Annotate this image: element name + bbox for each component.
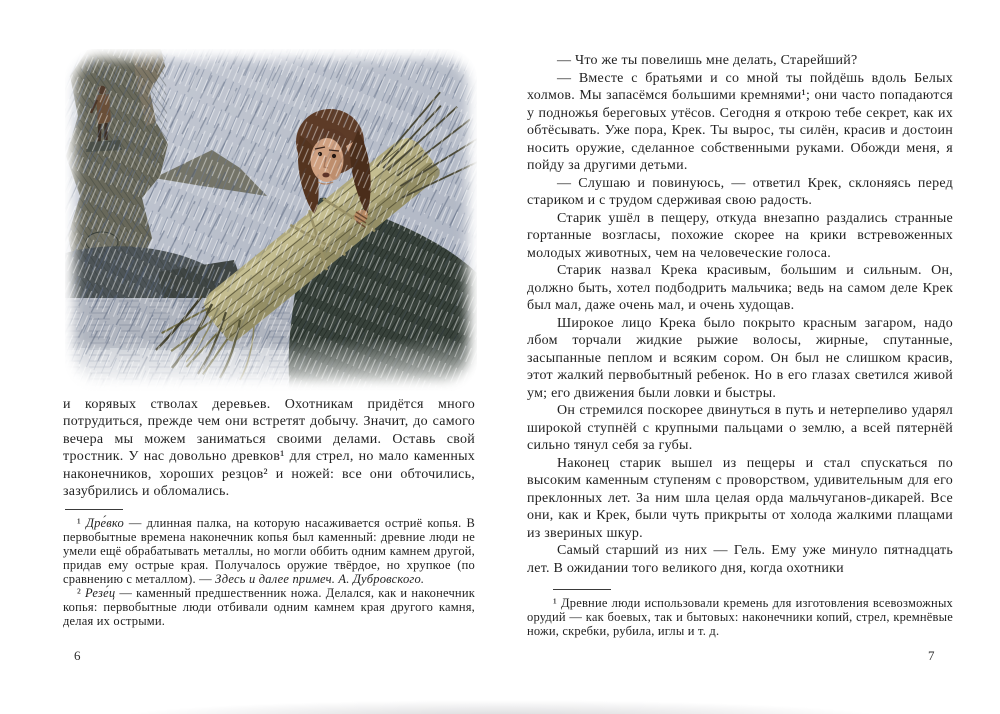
paragraph: — Вместе с братьями и со мной ты пойдёшь вдоль Белых холмов. Мы запасёмся большими кремнями¹; они часто попадаются у подножья береговых утёсов. Сегодня я открою тебе секрет, как их обтёсывать. Уже пора, Крек. Ты вырос, ты силён, красив и достоин носить оружие, сделанное собственными руками. Обожди меня, я пойду за другими детьми. bbox=[527, 70, 953, 173]
footnote-2: ² Резе́ц — каменный предшественник ножа. Делался, как и наконечник копья: первобытные люди отбивали одним камнем края другого камня, делая их острыми. bbox=[63, 586, 475, 628]
footnote-1: ¹ Древние люди использовали кремень для изготовления всевозможных орудий — как боевых, так и бытовых: наконечники копий, стрел, кремнёвые ножи, скребки, рубила, иглы и т. д. bbox=[527, 596, 953, 639]
right-footnotes bbox=[527, 589, 953, 639]
paragraph: Старик ушёл в пещеру, откуда внезапно раздались странные гортанные возгласы, похожие скорее на крики встревоженных молодых животных, чем на человеческие голоса. bbox=[527, 210, 953, 261]
paragraph: — Что же ты повелишь мне делать, Старейший? bbox=[557, 53, 858, 68]
paragraph: Он стремился поскорее двинуться в путь и нетерпеливо ударял широкой ступнёй с крупными пальцами о землю, а всей пятернёй сильно тянул себя за губы. bbox=[527, 403, 953, 453]
paragraph: Наконец старик вышел из пещеры и стал спускаться по высоким каменным ступеням с проворством, удивительным для его преклонных лет. За ним шла целая орда мальчуганов-дикарей. Все они, как и Крек, были чуть прикрыты от холода жалкими плащами из звериных шкур. bbox=[527, 455, 953, 541]
paragraph: — Слушаю и повинуюсь, — ответил Крек, склоняясь перед стариком и с трудом сдерживая свою радость. bbox=[527, 175, 953, 208]
footnote-1: ¹ Дре́вко — длинная палка, на которую насаживается остриё копья. В первобытные времена наконечник копья был каменный: древние люди не умели ещё обрабатывать металлы, но могли оббить одним камнем другой, придав ему острые края. Получалось оружие твёрдое, но хрупкое (по сравнению с металлом). — Здесь и далее примеч. А. Дубровского. bbox=[63, 516, 475, 586]
paragraph: и корявых стволах деревьев. Охотникам придётся много потрудиться, прежде чем они встретят добычу. Значит, до самого вечера мы можем заниматься своими делами. Оставь свой тростник. У нас довольно древков¹ для стрел, но мало каменных наконечников, хороших резцов² и ножей: все они обточились, зазубрились и обломались. bbox=[63, 397, 475, 500]
right-page-text bbox=[527, 52, 953, 577]
footnote-rule bbox=[553, 589, 611, 590]
left-page-text bbox=[63, 396, 475, 500]
page-bottom-shadow bbox=[4, 698, 996, 714]
paragraph: Самый старший из них — Гель. Ему уже минуло пятнадцать лет. В ожидании того великого дня, когда охотники bbox=[527, 543, 953, 576]
footnote-rule bbox=[65, 509, 123, 510]
paragraph: Старик назвал Крека красивым, большим и сильным. Он, должно быть, хотел подбодрить мальчика; ведь на самом деле Крек был мал, даже очень мал, и очень худощав. bbox=[527, 263, 953, 313]
page-number-right: 7 bbox=[928, 648, 935, 663]
illustration-canvas bbox=[62, 46, 480, 394]
left-footnotes bbox=[63, 509, 475, 628]
book-illustration bbox=[62, 46, 480, 394]
paragraph: Широкое лицо Крека было покрыто красным загаром, надо лбом торчали жидкие рыжие волосы, жирные, спутанные, засыпанные пеплом и всяким сором. Он был не слишком красив, этот жалкий первобытный ребенок. Но в его глазах светился живой ум; его движения были ловки и быстры. bbox=[527, 315, 953, 401]
page-number-left: 6 bbox=[74, 648, 81, 663]
